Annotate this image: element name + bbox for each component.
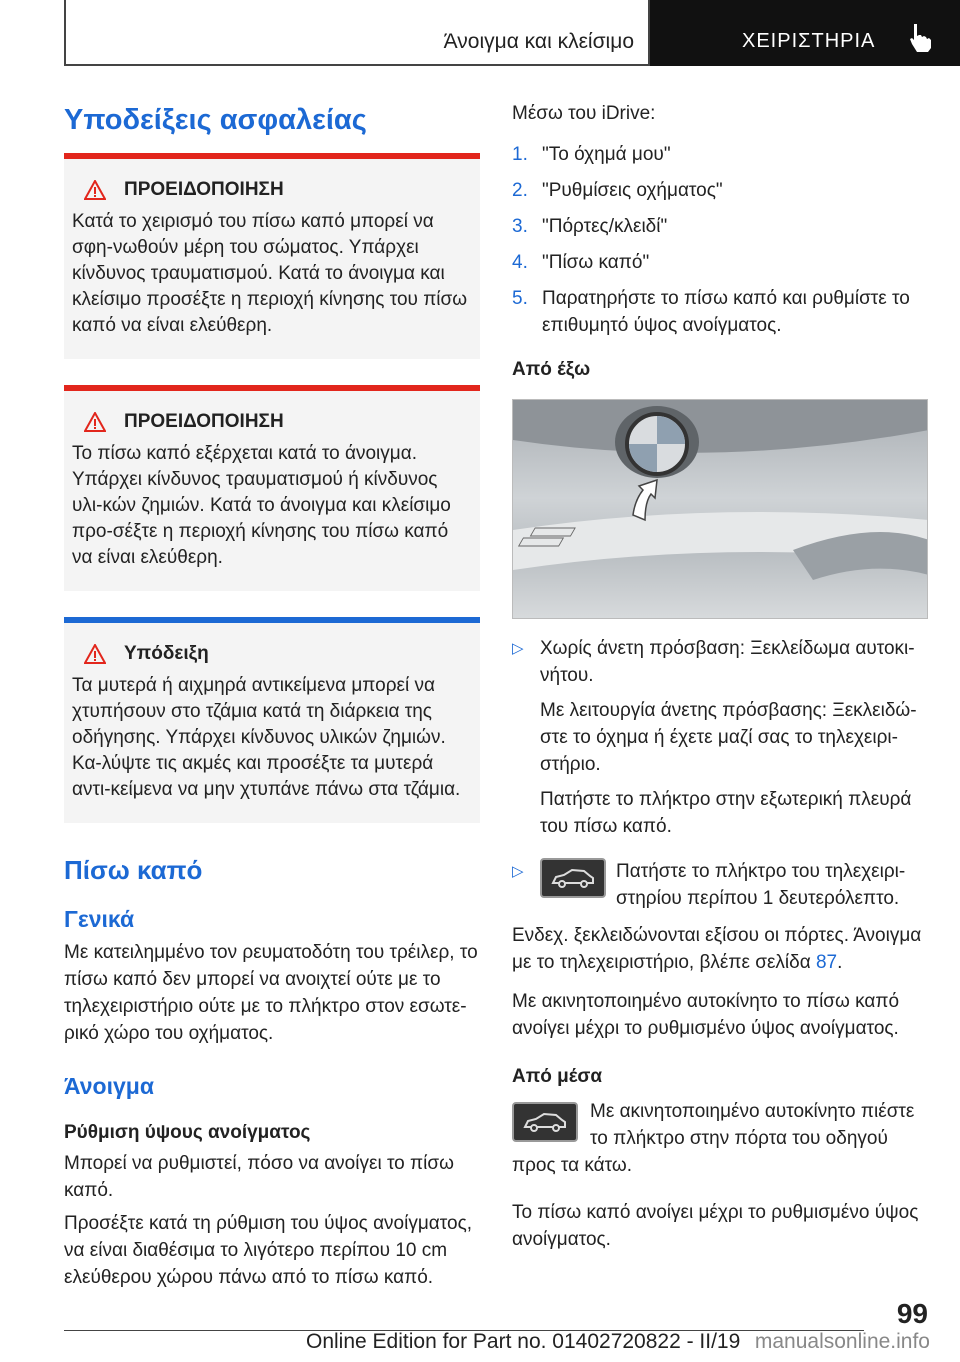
pointing-hand-icon bbox=[906, 22, 936, 54]
height-title: Ρύθμιση ύψους ανοίγματος bbox=[64, 1122, 311, 1143]
page-header bbox=[64, 0, 960, 66]
chapter-tab bbox=[64, 0, 650, 66]
note-heading: Υπόδειξη bbox=[124, 643, 209, 664]
stationary-text: Με ακινητοποιημένο αυτοκίνητο το πίσω καπό ανοίγει μέχρι το ρυθμισμένο ύψος ανοίγματος. bbox=[512, 991, 900, 1039]
page-reference-link[interactable]: 87 bbox=[815, 952, 838, 973]
outside-list bbox=[512, 635, 928, 912]
unlock-text: Ενδεχ. ξεκλειδώνονται εξίσου οι πόρτες. Άνοιγμα με το τηλεχειριστήριο, βλέπε σελίδα 87. bbox=[512, 925, 922, 973]
triangle-bullet-icon: ▷ bbox=[512, 863, 524, 880]
list-item: 5. Παρατηρήστε το πίσω καπό και ρυθμίστε το επιθυμητό ύψος ανοίγματος. bbox=[512, 288, 910, 336]
inside-text: Με ακινητοποιημένο αυτοκίνητο πιέστε το πλήκτρο στην πόρτα του οδηγού προς τα κάτω. bbox=[512, 1101, 915, 1176]
warning-text-1: Κατά το χειρισμό του πίσω καπό μπορεί να σφη-νωθούν μέρη του σώματος. Υπάρχει κίνδυνος τραυματισμού. Κατά το άνοιγμα και κλείσιμο προσέξτε η περιοχή κίνησης του πίσω καπό να είναι ελεύθερη. bbox=[72, 211, 468, 336]
general-text: Με κατειλημμένο τον ρευματοδότη του τρέιλερ, το πίσω καπό δεν μπορεί να ανοιχτεί ούτε με το τηλεχειριστήριο ούτε με το πλήκτρο στον εσωτε-ρικό χώρο του οχήματος. bbox=[64, 942, 478, 1044]
height-text-1: Μπορεί να ρυθμιστεί, πόσο να ανοίγει το πίσω καπό. bbox=[64, 1153, 454, 1201]
inside-title: Από μέσα bbox=[512, 1066, 603, 1087]
warning-text-2: Το πίσω καπό εξέρχεται κατά το άνοιγμα. Υπάρχει κίνδυνος τραυματισμού ή κίνδυνος υλι-κών ζημιών. Κατά το άνοιγμα και κλείσιμο προ-σέξτε η περιοχή κίνησης του πίσω καπό να είναι ελεύθερη. bbox=[72, 443, 451, 568]
watermark: manualsonline.info bbox=[754, 1330, 930, 1353]
note-box bbox=[64, 617, 480, 823]
page-number: 99 bbox=[896, 1298, 928, 1329]
edition-text: Online Edition for Part no. 01402720822 - II/19 bbox=[306, 1330, 741, 1353]
driver-door-tailgate-button-icon bbox=[512, 1102, 578, 1142]
chapter-title: Άνοιγμα και κλείσιμο bbox=[443, 30, 634, 53]
general-title: Γενικά bbox=[64, 906, 135, 932]
right-column bbox=[512, 100, 928, 1253]
warning-icon bbox=[84, 180, 106, 200]
left-column bbox=[64, 100, 480, 1291]
bullet-text: Πατήστε το πλήκτρο του τηλεχειρι-στηρίου περίπου 1 δευτερόλεπτο. bbox=[616, 861, 906, 909]
section-tab bbox=[650, 0, 960, 66]
list-item: 3. "Πόρτες/κλειδί" bbox=[512, 216, 668, 237]
warning-icon bbox=[84, 412, 106, 432]
list-item bbox=[512, 635, 928, 848]
safety-title: Υποδείξεις ασφαλείας bbox=[64, 104, 367, 136]
list-item: 4. "Πίσω καπό" bbox=[512, 252, 650, 273]
section-title: ΧΕΙΡΙΣΤΗΡΙΑ bbox=[742, 30, 876, 52]
tailgate-photo bbox=[512, 399, 928, 619]
warning-heading: ΠΡΟΕΙΔΟΠΟΙΗΣΗ bbox=[124, 411, 284, 432]
opening-title: Άνοιγμα bbox=[64, 1073, 154, 1099]
idrive-steps bbox=[512, 141, 928, 339]
final-text: Το πίσω καπό ανοίγει μέχρι το ρυθμισμένο ύψος ανοίγματος. bbox=[512, 1202, 919, 1250]
bmw-logo-illustration bbox=[513, 400, 928, 619]
note-text: Τα μυτερά ή αιχμηρά αντικείμενα μπορεί να χτυπήσουν στο τζάμια κατά τη διάρκεια της οδήγησης. Υπάρχει κίνδυνος υλικών ζημιών. Κα-λύψτε τις ακμές και προσέξτε τα μυτερά αντι-κείμενα να μην χτυπάνε πάνω στα τζάμια. bbox=[72, 675, 461, 800]
warning-heading: ΠΡΟΕΙΔΟΠΟΙΗΣΗ bbox=[124, 179, 284, 200]
list-item: 2. "Ρυθμίσεις οχήματος" bbox=[512, 180, 723, 201]
idrive-intro: Μέσω του iDrive: bbox=[512, 103, 656, 124]
tailgate-title: Πίσω καπό bbox=[64, 855, 203, 885]
warning-box-1 bbox=[64, 153, 480, 359]
warning-header-2 bbox=[84, 411, 472, 433]
list-item bbox=[512, 858, 928, 912]
bullet-text: Πατήστε το πλήκτρο στην εξωτερική πλευρά του πίσω καπό. bbox=[540, 789, 912, 837]
warning-box-2 bbox=[64, 385, 480, 591]
warning-icon bbox=[84, 644, 106, 664]
bullet-text: Χωρίς άνετη πρόσβαση: Ξεκλείδωμα αυτοκι-νήτου. bbox=[540, 638, 915, 686]
outside-title: Από έξω bbox=[512, 359, 591, 380]
warning-header-1 bbox=[84, 179, 472, 201]
inside-block bbox=[512, 1098, 928, 1179]
bullet-text: Με λειτουργία άνετης πρόσβασης: Ξεκλειδώ-στε το όχημα ή έχετε μαζί σας το τηλεχειρι-στήριο. bbox=[540, 700, 917, 775]
note-header bbox=[84, 643, 472, 665]
height-text-2: Προσέξτε κατά τη ρύθμιση του ύψος ανοίγματος, να είναι διαθέσιμα το λιγότερο περίπου 10 cm ελεύθερου χώρου πάνω από το πίσω καπό. bbox=[64, 1213, 473, 1288]
remote-tailgate-key-icon bbox=[540, 858, 606, 898]
list-item: 1. "Το όχημά μου" bbox=[512, 144, 671, 165]
triangle-bullet-icon: ▷ bbox=[512, 640, 524, 657]
